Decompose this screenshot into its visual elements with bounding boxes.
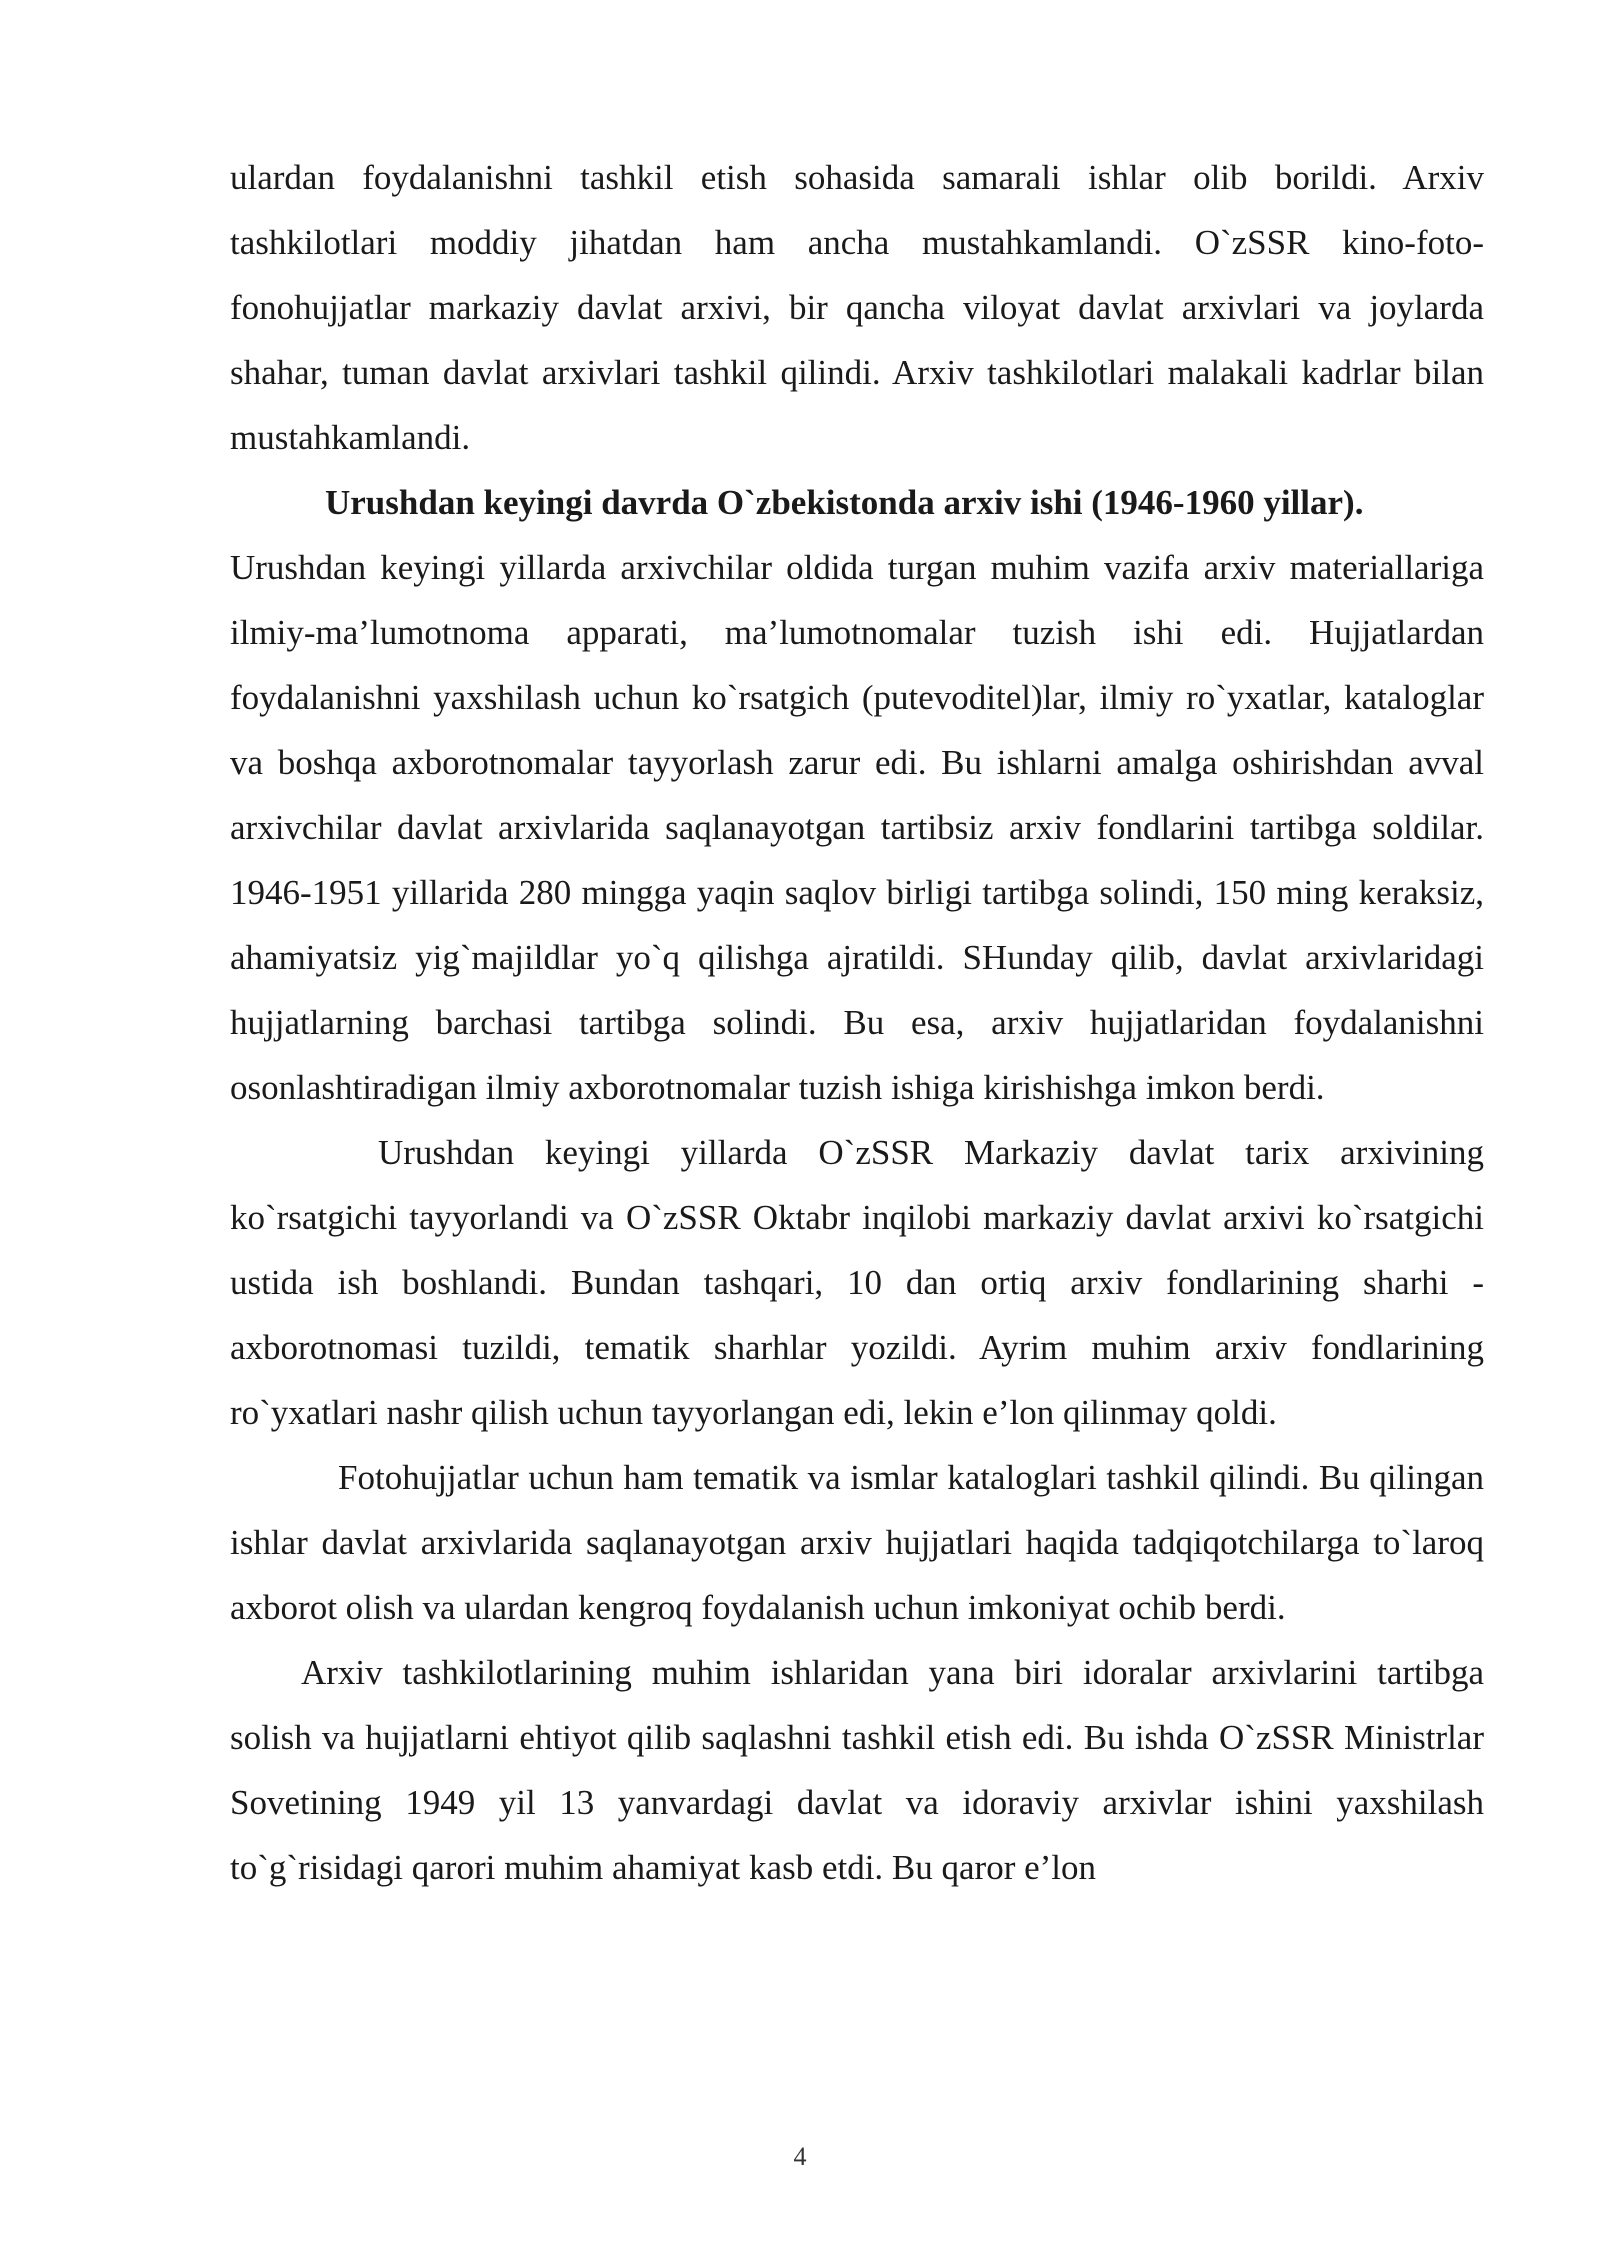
paragraph-2: Urushdan keyingi yillarda arxivchilar oldida turgan muhim vazifa arxiv materiallariga ilmiy-ma’lumotnoma apparati, ma’lumotnomalar tuzish ishi edi. Hujjatlardan foydalanishni yaxshilash uchun ko`rsatgich (putevoditel)lar, ilmiy ro`yxatlar, kataloglar va boshqa axborotnomalar tayyorlash zarur edi. Bu ishlarni amalga oshirishdan avval arxivchilar davlat arxivlarida saqlanayotgan tartibsiz arxiv fondlarini tartibga soldilar. 1946-1951 yillarida 280 mingga yaqin saqlov birligi tartibga solindi, 150 ming keraksiz, ahamiyatsiz yig`majildlar yo`q qilishga ajratildi. SHunday qilib, davlat arxivlaridagi hujjatlarning barchasi tartibga solindi. Bu esa, arxiv hujjatlaridan foydalanishni osonlashtiradigan ilmiy axborotnomalar tuzish ishiga kirishishga imkon berdi. xyxy=(230,548,1484,1107)
paragraph-1: ulardan foydalanishni tashkil etish sohasida samarali ishlar olib borildi. Arxiv tashkilotlari moddiy jihatdan ham ancha mustahkamlandi. O`zSSR kino-foto-fonohujjatlar markaziy davlat arxivi, bir qancha viloyat davlat arxivlari va joylarda shahar, tuman davlat arxivlari tashkil qilindi. Arxiv tashkilotlari malakali kadrlar bilan mustahkamlandi. xyxy=(230,158,1484,457)
paragraph-3: Urushdan keyingi yillarda O`zSSR Markaziy davlat tarix arxivining ko`rsatgichi tayyorlandi va O`zSSR Oktabr inqilobi markaziy davlat arxivi ko`rsatgichi ustida ish boshlandi. Bundan tashqari, 10 dan ortiq arxiv fondlarining sharhi - axborotnomasi tuzildi, tematik sharhlar yozildi. Ayrim muhim arxiv fondlarining ro`yxatlari nashr qilish uchun tayyorlangan edi, lekin e’lon qilinmay qoldi. xyxy=(230,1133,1484,1432)
paragraph-5: Arxiv tashkilotlarining muhim ishlaridan yana biri idoralar arxivlarini tartibga solish va hujjatlarni ehtiyot qilib saqlashni tashkil etish edi. Bu ishda O`zSSR Ministrlar Sovetining 1949 yil 13 yanvardagi davlat va idoraviy arxivlar ishini yaxshilash to`g`risidagi qarori muhim ahamiyat kasb etdi. Bu qaror e’lon xyxy=(230,1653,1484,1887)
section-heading: Urushdan keyingi davrda O`zbekistonda arxiv ishi (1946-1960 yillar). xyxy=(325,483,1364,522)
paragraph-4: Fotohujjatlar uchun ham tematik va ismlar kataloglari tashkil qilindi. Bu qilingan ishlar davlat arxivlarida saqlanayotgan arxiv hujjatlari haqida tadqiqotchilarga to`laroq axborot olish va ulardan kengroq foydalanish uchun imkoniyat ochib berdi. xyxy=(230,1458,1484,1627)
page-number: 4 xyxy=(793,2142,807,2171)
document-body xyxy=(230,145,1484,1900)
